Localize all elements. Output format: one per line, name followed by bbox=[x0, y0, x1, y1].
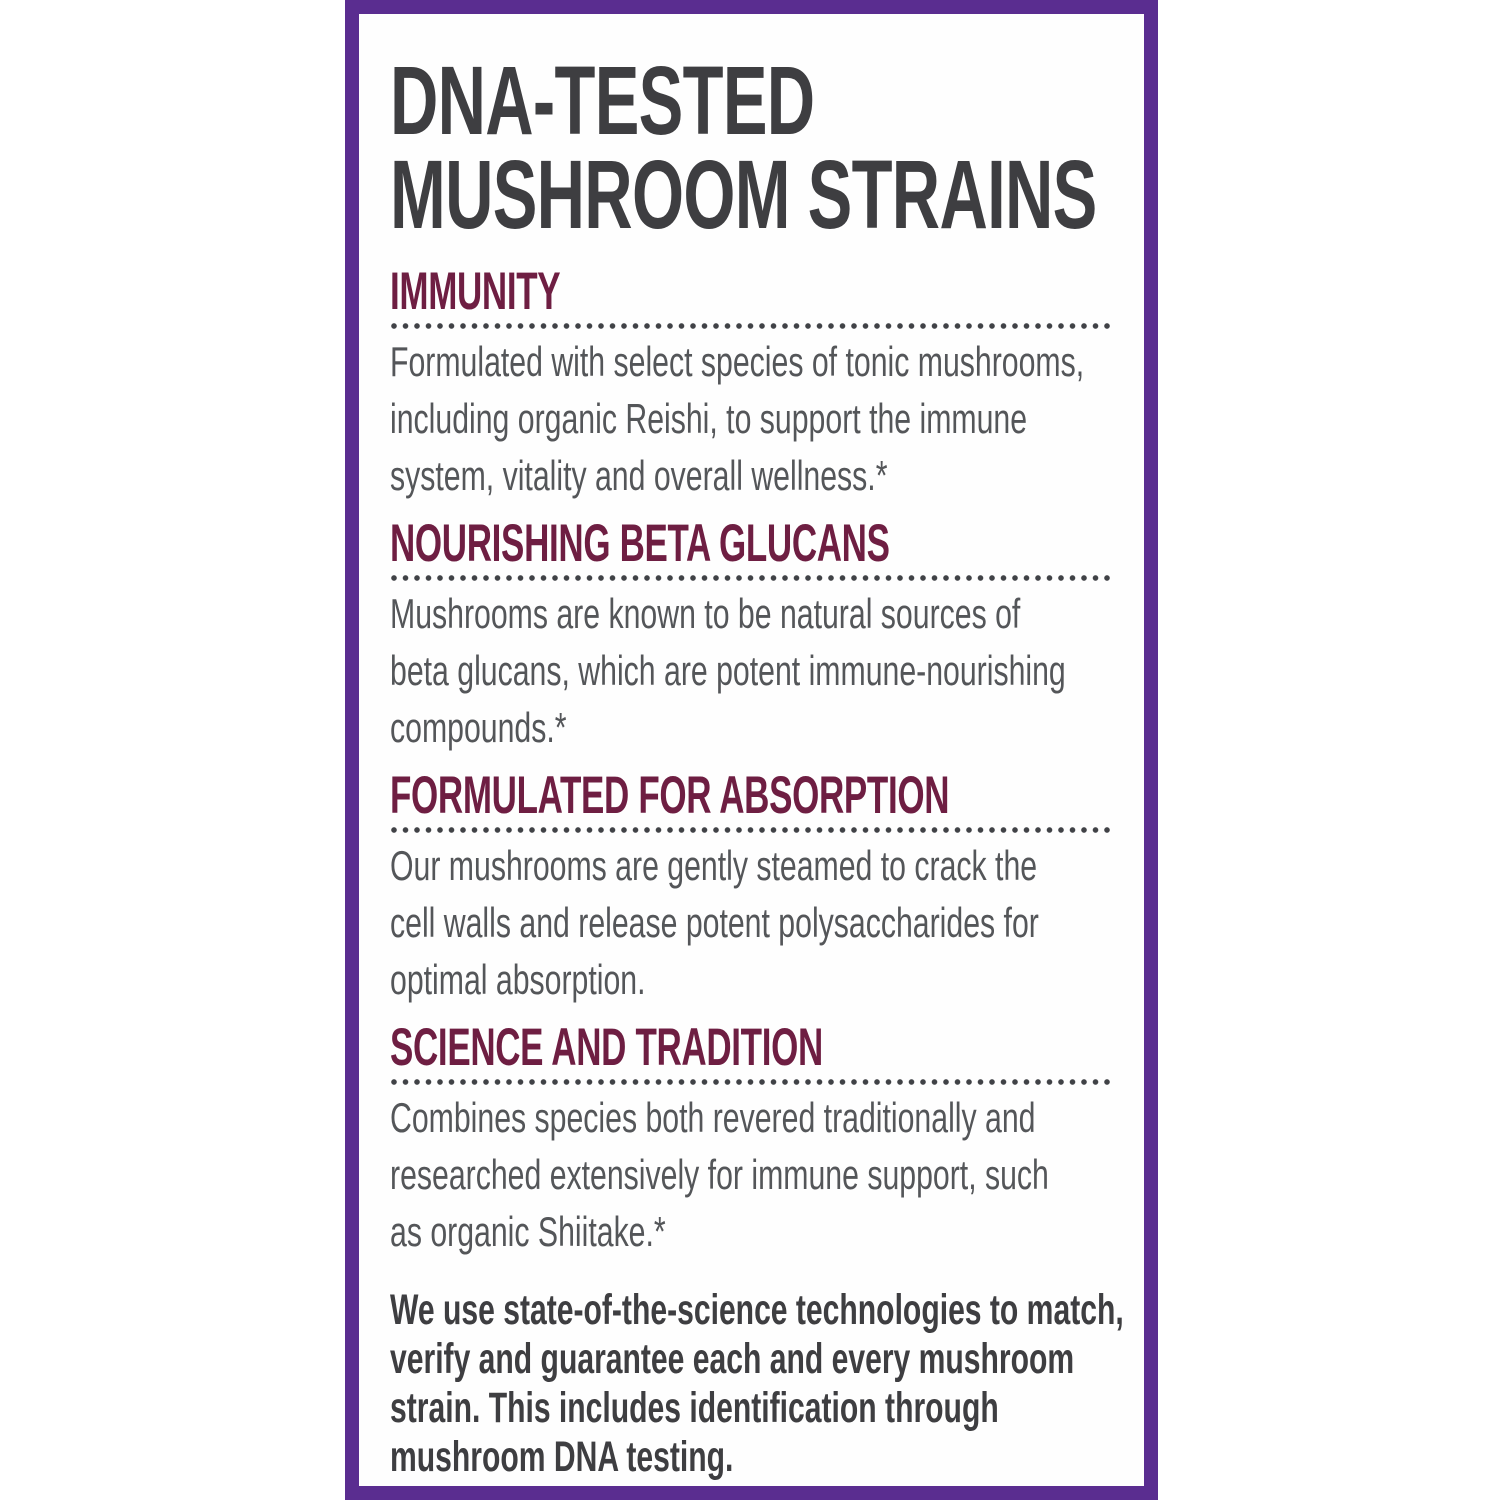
dotted-divider bbox=[390, 322, 1113, 330]
section-body bbox=[390, 585, 1144, 756]
body-line: Formulated with select species of tonic mushrooms, bbox=[390, 338, 1085, 385]
body-line: including organic Reishi, to support the immune bbox=[390, 395, 1028, 442]
dotted-divider bbox=[390, 574, 1113, 582]
page-title bbox=[390, 46, 1144, 249]
footer-statement bbox=[390, 1286, 1144, 1482]
footer-line: verify and guarantee each and every mushroom bbox=[390, 1335, 1075, 1383]
section-heading bbox=[390, 514, 1144, 573]
dotted-divider bbox=[390, 826, 1113, 834]
section-science-and-tradition bbox=[390, 1018, 1144, 1260]
body-line: compounds.* bbox=[390, 704, 567, 751]
section-heading-text: SCIENCE AND TRADITION bbox=[390, 1018, 823, 1077]
body-line: optimal absorption. bbox=[390, 956, 646, 1003]
body-line: system, vitality and overall wellness.* bbox=[390, 452, 888, 499]
body-line: Combines species both revered traditionally and bbox=[390, 1094, 1036, 1141]
section-heading bbox=[390, 262, 1144, 321]
section-formulated-for-absorption bbox=[390, 766, 1144, 1008]
footer-line: mushroom DNA testing. bbox=[390, 1433, 734, 1481]
title-line-1: DNA-TESTED bbox=[390, 46, 815, 155]
section-immunity bbox=[390, 262, 1144, 504]
body-line: cell walls and release potent polysaccharides for bbox=[390, 899, 1039, 946]
section-body bbox=[390, 333, 1144, 504]
section-body bbox=[390, 837, 1144, 1008]
dotted-divider bbox=[390, 1078, 1113, 1086]
body-line: beta glucans, which are potent immune-nourishing bbox=[390, 647, 1066, 694]
section-heading-text: FORMULATED FOR ABSORPTION bbox=[390, 766, 950, 825]
section-heading bbox=[390, 766, 1144, 825]
title-line-2: MUSHROOM STRAINS bbox=[390, 140, 1097, 249]
label-frame bbox=[345, 0, 1158, 1500]
section-heading bbox=[390, 1018, 1144, 1077]
section-nourishing-beta-glucans bbox=[390, 514, 1144, 756]
body-line: researched extensively for immune support, such bbox=[390, 1151, 1049, 1198]
section-heading-text: NOURISHING BETA GLUCANS bbox=[390, 514, 890, 573]
section-heading-text: IMMUNITY bbox=[390, 262, 561, 321]
body-line: as organic Shiitake.* bbox=[390, 1208, 666, 1255]
footer-line: strain. This includes identification through bbox=[390, 1384, 999, 1432]
body-line: Our mushrooms are gently steamed to crack the bbox=[390, 842, 1038, 889]
label-content bbox=[359, 14, 1144, 1482]
body-line: Mushrooms are known to be natural sources of bbox=[390, 590, 1021, 637]
footer-line: We use state-of-the-science technologies to match, bbox=[390, 1286, 1124, 1334]
section-body bbox=[390, 1089, 1144, 1260]
